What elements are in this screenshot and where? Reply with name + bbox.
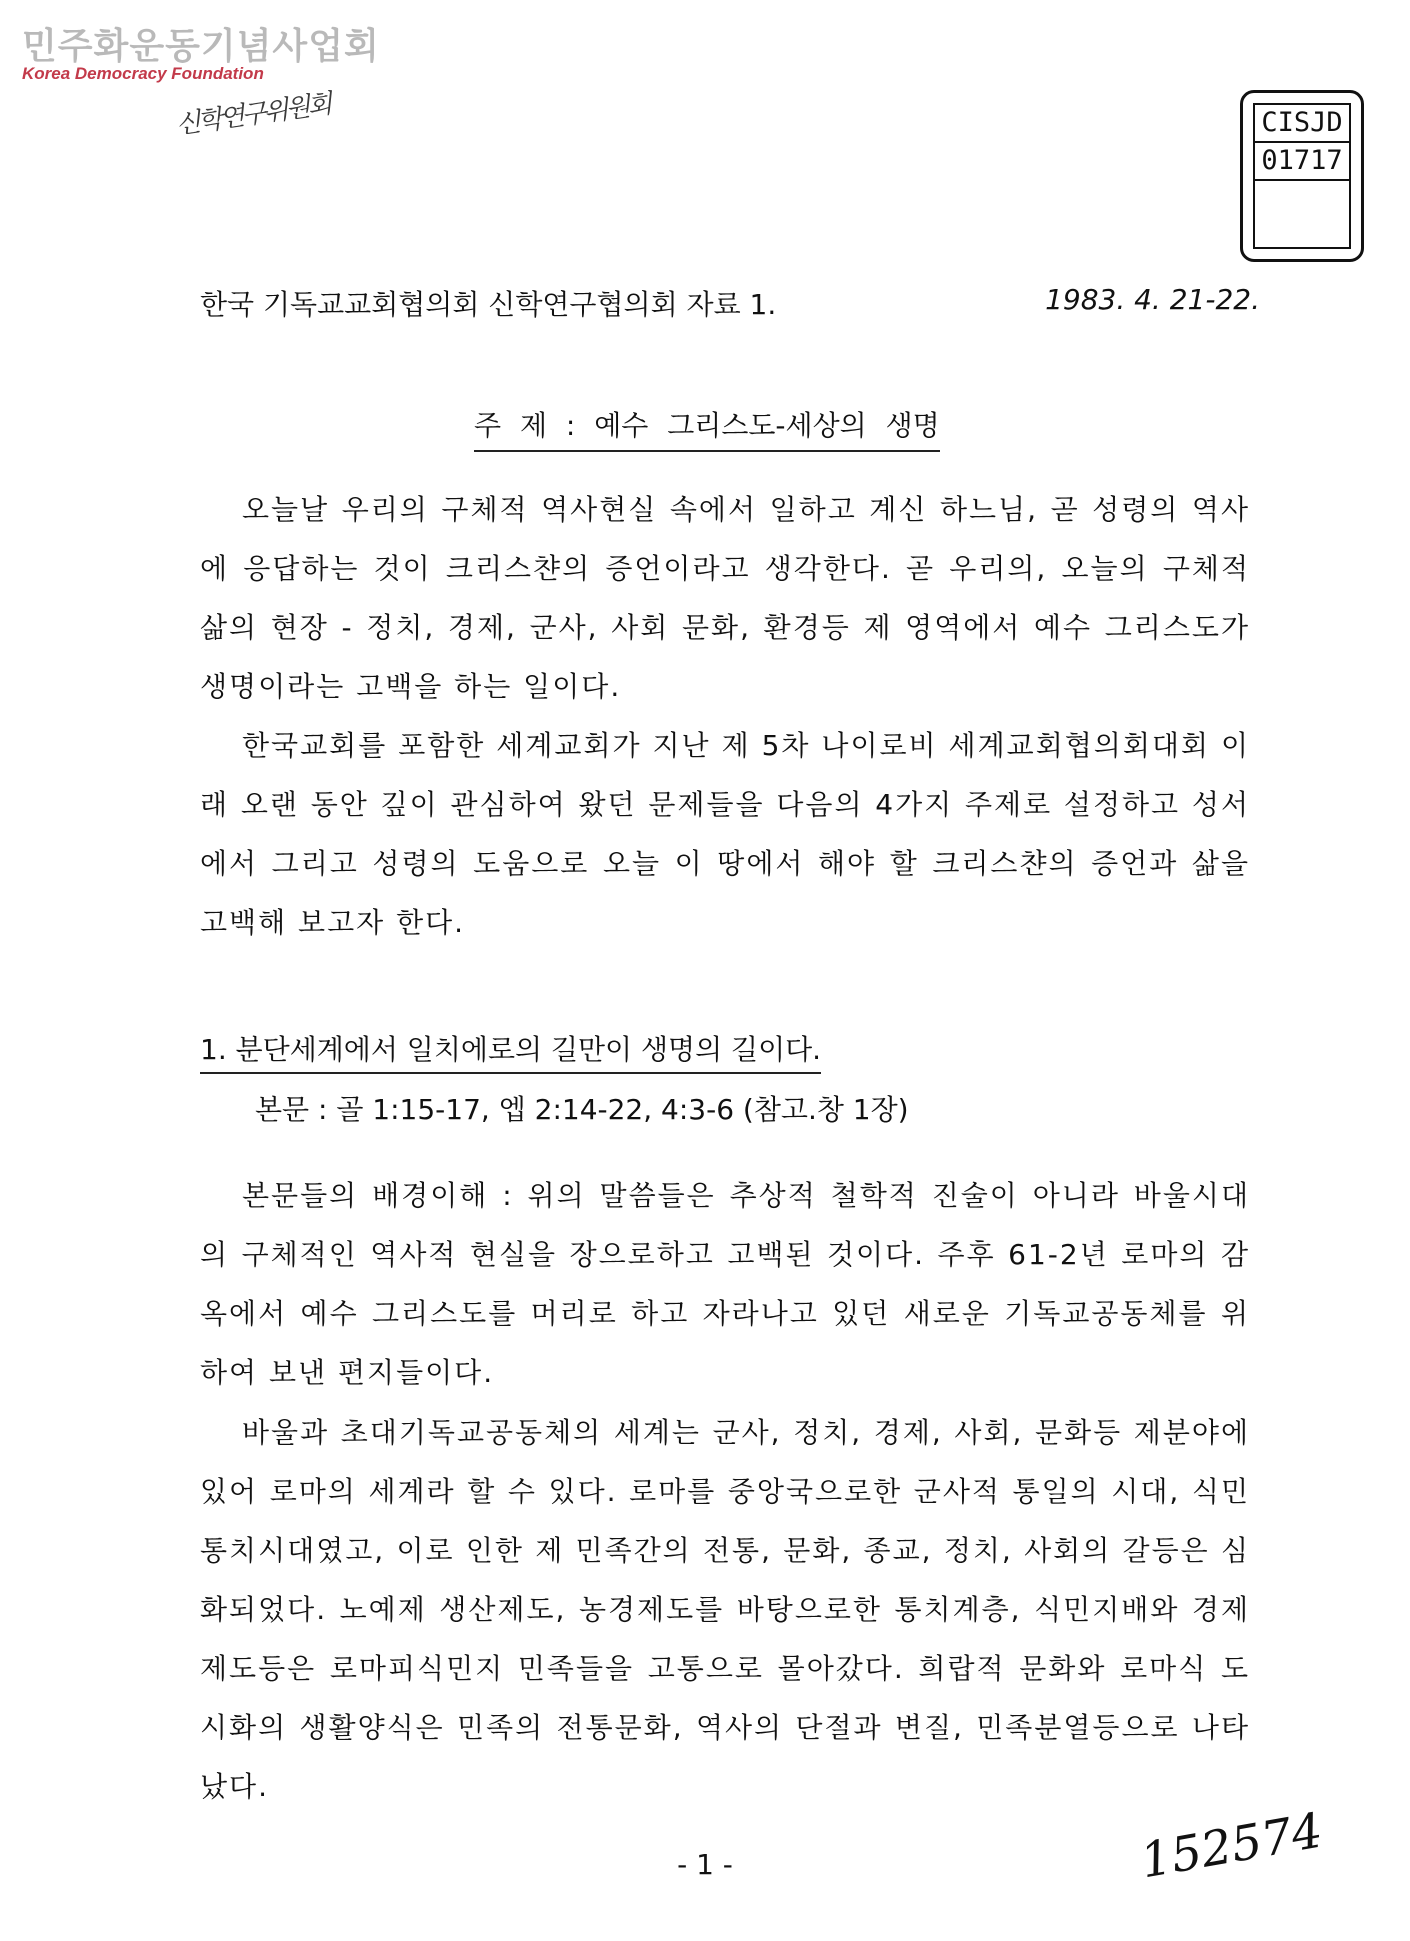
document-source: 한국 기독교교회협의회 신학연구협의회 자료 1. [200, 288, 777, 321]
page-number: - 1 - [677, 1848, 733, 1881]
stamp-code: CISJD [1255, 105, 1349, 143]
handwritten-note: 신학연구위원회 [174, 89, 332, 141]
history-paragraph: 바울과 초대기독교공동체의 세계는 군사, 정치, 경제, 사회, 문화등 제분야에 있어 로마의 세계라 할 수 있다. 로마를 중앙국으로한 군사적 통일의 시대, 식민통치시대였고, 이로 인한 제 민족간의 전통, 문화, 종교, 정치, 사회의 갈등은 심화되었다. 노예제 생산제도, 농경제도를 바탕으로한 통치계층, 식민지배와 경제제도등은 로마피식민지 민족들을 고통으로 몰아갔다. 희랍적 문화와 로마식 도시화의 생활양식은 민족의 전통문화, 역사의 단절과 변질, 민족분열등으로 나타났다. [200, 1416, 1250, 1803]
stamp-blank [1255, 181, 1349, 217]
intro-paragraph-2: 한국교회를 포함한 세계교회가 지난 제 5차 나이로비 세계교회협의회대회 이래 오랜 동안 깊이 관심하여 왔던 문제들을 다음의 4가지 주제로 설정하고 성서에서 그리고 성령의 도움으로 오늘 이 땅에서 해야 할 크리스챤의 증언과 삶을 고백해 보고자 한다. [200, 729, 1250, 939]
watermark-korean: 민주화운동기념사업회 [22, 26, 380, 67]
handwritten-number: 152574 [1136, 1802, 1327, 1890]
watermark-english: Korea Democracy Foundation [22, 64, 264, 83]
document-date: 1983. 4. 21-22. [1045, 283, 1260, 316]
scripture-references: 본문 : 골 1:15-17, 엡 2:14-22, 4:3-6 (참고.창 1장) [255, 1093, 909, 1126]
section-title: 1. 분단세계에서 일치에로의 길만이 생명의 길이다. [200, 1028, 821, 1074]
document-header [200, 283, 1260, 323]
theme-title: 주 제 : 예수 그리스도-세상의 생명 [474, 404, 940, 452]
archive-stamp [1240, 90, 1364, 262]
background-paragraph: 본문들의 배경이해 : 위의 말씀들은 추상적 철학적 진술이 아니라 바울시대의 구체적인 역사적 현실을 장으로하고 고백된 것이다. 주후 61-2년 로마의 감옥에서 예수 그리스도를 머리로 하고 자라나고 있던 새로운 기독교공동체를 위하여 보낸 편지들이다. [200, 1179, 1250, 1389]
intro-paragraph-1: 오늘날 우리의 구체적 역사현실 속에서 일하고 계신 하느님, 곧 성령의 역사에 응답하는 것이 크리스챤의 증언이라고 생각한다. 곧 우리의, 오늘의 구체적 삶의 현장 - 정치, 경제, 군사, 사회 문화, 환경등 제 영역에서 예수 그리스도가 생명이라는 고백을 하는 일이다. [200, 493, 1250, 703]
stamp-number: 01717 [1255, 143, 1349, 181]
